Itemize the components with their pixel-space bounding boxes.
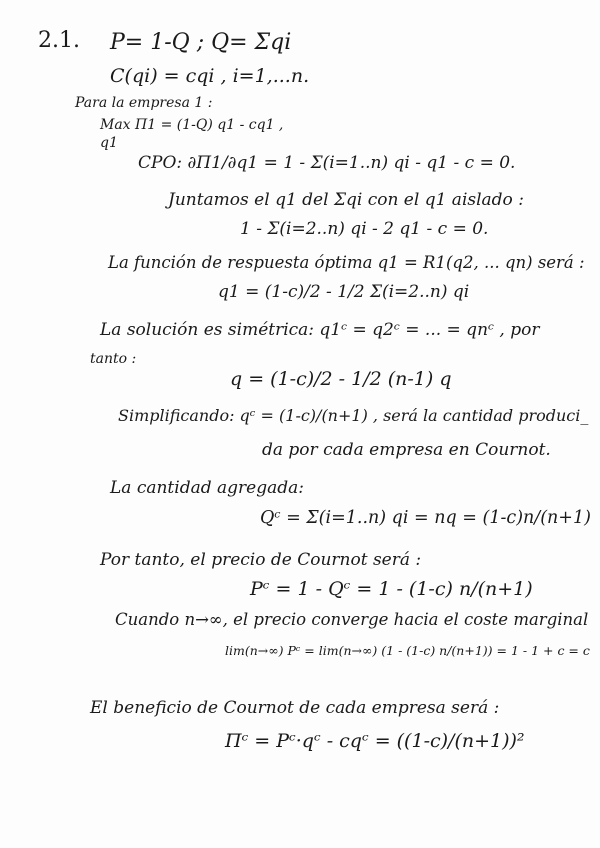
text-line: El beneficio de Cournot de cada empresa será : bbox=[90, 698, 500, 718]
text-line: lim(n→∞) Pᶜ = lim(n→∞) (1 - (1-c) n/(n+1)) = 1 - 1 + c = c bbox=[225, 643, 590, 658]
text-line: Por tanto, el precio de Cournot será : bbox=[100, 550, 422, 570]
text-line: Max Π1 = (1-Q) q1 - cq1 , bbox=[100, 117, 284, 133]
text-line: Juntamos el q1 del Σqi con el q1 aislado : bbox=[168, 190, 524, 210]
text-line: q1 = (1-c)/2 - 1/2 Σ(i=2..n) qi bbox=[218, 282, 470, 302]
text-line: da por cada empresa en Cournot. bbox=[262, 440, 551, 460]
text-line: C(qi) = cqi , i=1,...n. bbox=[110, 65, 310, 87]
text-line: CPO: ∂Π1/∂q1 = 1 - Σ(i=1..n) qi - q1 - c = 0. bbox=[138, 153, 516, 173]
text-line: La función de respuesta óptima q1 = R1(q2, ... qn) será : bbox=[108, 253, 585, 272]
text-line: Πᶜ = Pᶜ·qᶜ - cqᶜ = ((1-c)/(n+1))² bbox=[225, 730, 525, 752]
text-line: P= 1-Q ; Q= Σqi bbox=[110, 30, 292, 55]
text-line: Pᶜ = 1 - Qᶜ = 1 - (1-c) n/(n+1) bbox=[250, 578, 533, 600]
text-line: q1 bbox=[100, 135, 118, 151]
text-line: q = (1-c)/2 - 1/2 (n-1) q bbox=[230, 368, 452, 390]
section-number: 2.1. bbox=[38, 28, 80, 53]
text-line: La cantidad agregada: bbox=[110, 478, 304, 498]
text-line: La solución es simétrica: q1ᶜ = q2ᶜ = ... = qnᶜ , por bbox=[100, 320, 540, 340]
text-line: Qᶜ = Σ(i=1..n) qi = nq = (1-c)n/(n+1) bbox=[260, 508, 591, 528]
text-line: 1 - Σ(i=2..n) qi - 2 q1 - c = 0. bbox=[240, 219, 489, 239]
text-line: Simplificando: qᶜ = (1-c)/(n+1) , será la cantidad produci_ bbox=[118, 406, 589, 425]
text-line: tanto : bbox=[90, 351, 137, 367]
text-line: Para la empresa 1 : bbox=[75, 95, 213, 111]
text-line: Cuando n→∞, el precio converge hacia el coste marginal bbox=[115, 610, 589, 629]
